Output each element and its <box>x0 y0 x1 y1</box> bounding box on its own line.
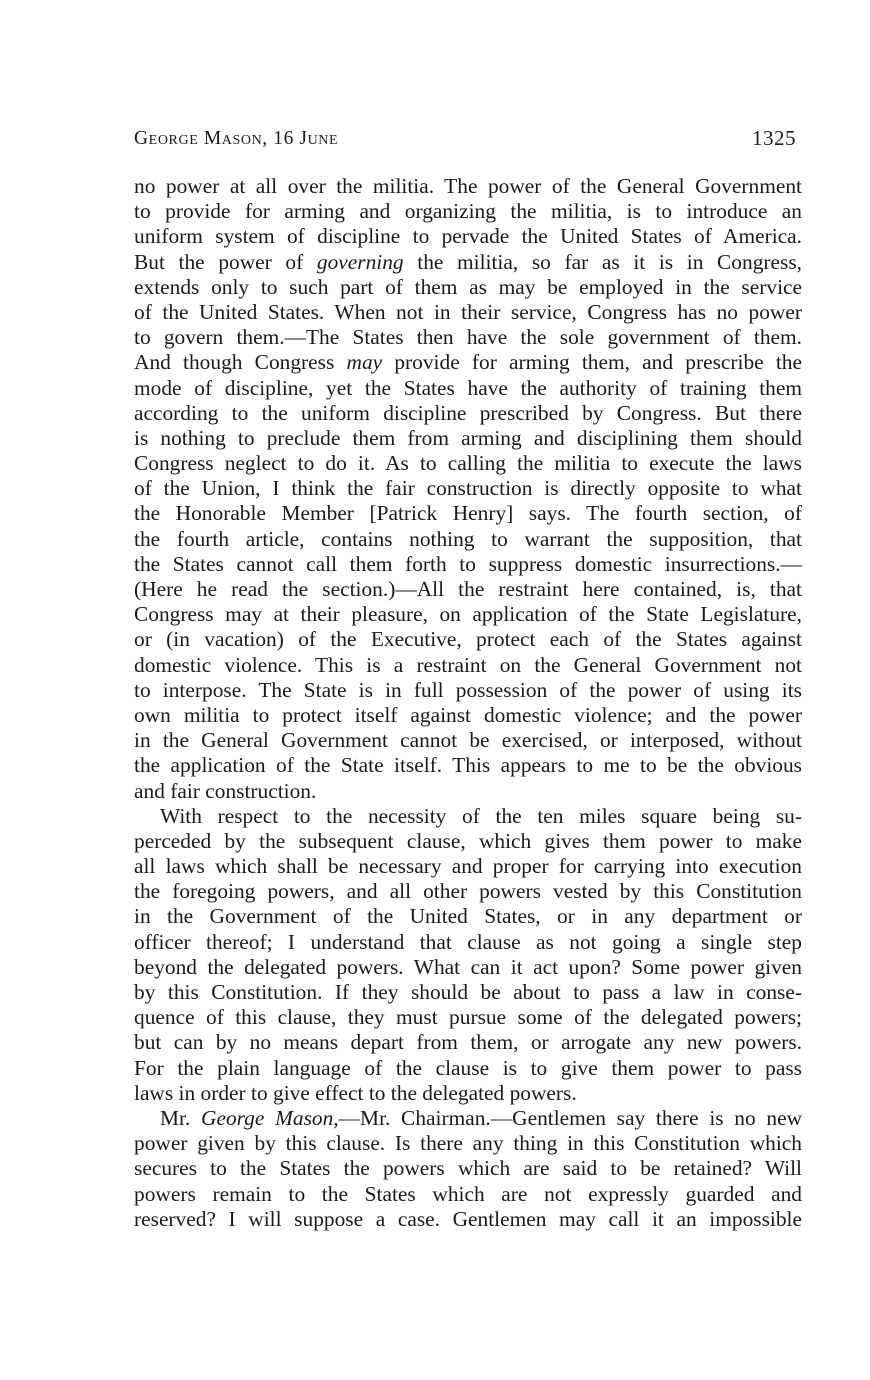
text-line: extends only to such part of them as may be employed in the service <box>134 274 802 299</box>
text-line: secures to the States the powers which are said to be retained? Will <box>134 1156 802 1181</box>
text-line: quence of this clause, they must pursue some of the delegated powers; <box>134 1005 802 1030</box>
running-title: George Mason, 16 June <box>134 128 339 149</box>
text-line: but can by no means depart from them, or arrogate any new powers. <box>134 1030 802 1055</box>
paragraph-ten-miles-square <box>134 804 802 1106</box>
text-line: reserved? I will suppose a case. Gentlemen may call it an impossible <box>134 1206 802 1231</box>
text-line: powers remain to the States which are not expressly guarded and <box>134 1181 802 1206</box>
text-line: domestic violence. This is a restraint on the General Government not <box>134 652 802 677</box>
text-line: Congress may at their pleasure, on application of the State Legislature, <box>134 602 802 627</box>
text-line: uniform system of discipline to pervade the United States of America. <box>134 224 802 249</box>
text-line <box>134 1106 802 1131</box>
text-line: With respect to the necessity of the ten miles square being su- <box>160 803 802 828</box>
italic-emphasis: may <box>346 350 383 375</box>
text-line: all laws which shall be necessary and proper for carrying into execution <box>134 854 802 879</box>
text-line: Congress neglect to do it. As to calling the militia to execute the laws <box>134 451 802 476</box>
text-line: perceded by the subsequent clause, which gives them power to make <box>134 828 802 853</box>
text-line: officer thereof; I understand that clause as not going a single step <box>134 929 802 954</box>
paragraph-militia <box>134 174 802 804</box>
text-line: and fair construction. <box>134 778 317 803</box>
text-run: the militia, so far as it is in Congress, <box>403 249 803 274</box>
body-text <box>134 174 802 1232</box>
text-line: (Here he read the section.)—All the restraint here contained, is, that <box>134 577 802 601</box>
text-line: beyond the delegated powers. What can it act upon? Some power given <box>134 954 802 979</box>
text-run: Mr. <box>160 1105 202 1130</box>
text-line <box>134 250 802 275</box>
text-line: the States cannot call them forth to suppress domestic insurrections.— <box>134 551 802 576</box>
text-line: own militia to protect itself against domestic violence; and the power <box>134 702 802 727</box>
page-number: 1325 <box>752 126 796 150</box>
text-line: the Honorable Member [Patrick Henry] says. The fourth section, of <box>134 501 802 526</box>
text-run: provide for arming them, and prescribe the <box>382 350 802 375</box>
text-run: And though Congress <box>134 350 347 375</box>
text-line: mode of discipline, yet the States have the authority of training them <box>134 375 802 400</box>
italic-emphasis: George Mason, <box>201 1105 339 1130</box>
text-line: in the General Government cannot be exercised, or interposed, without <box>134 728 802 753</box>
italic-emphasis: governing <box>316 249 404 274</box>
text-run: —Mr. Chairman.—Gentlemen say there is no new <box>338 1105 803 1130</box>
running-head <box>134 124 798 154</box>
text-line: is nothing to preclude them from arming and disciplining them should <box>134 425 802 450</box>
text-line: the foregoing powers, and all other powers vested by this Constitution <box>134 879 802 904</box>
text-line: in the Government of the United States, or in any department or <box>134 904 802 929</box>
text-line: no power at all over the militia. The power of the General Government <box>134 174 802 198</box>
text-line: power given by this clause. Is there any thing in this Constitution which <box>134 1131 802 1156</box>
text-line: the application of the State itself. This appears to me to be the obvious <box>134 753 802 778</box>
text-line: by this Constitution. If they should be about to pass a law in conse- <box>134 980 802 1004</box>
paragraph-mason-reply <box>134 1106 802 1232</box>
text-line: laws in order to give effect to the delegated powers. <box>134 1080 577 1105</box>
text-run: But the power of <box>134 249 317 274</box>
text-line: or (in vacation) of the Executive, protect each of the States against <box>134 627 802 652</box>
text-line: of the United States. When not in their service, Congress has no power <box>134 299 802 324</box>
text-line: to interpose. The State is in full possession of the power of using its <box>134 677 802 702</box>
text-line: of the Union, I think the fair construction is directly opposite to what <box>134 476 802 501</box>
text-line: according to the uniform discipline prescribed by Congress. But there <box>134 400 802 425</box>
text-line: For the plain language of the clause is to give them power to pass <box>134 1055 802 1080</box>
text-line <box>134 350 802 375</box>
text-line: to govern them.—The States then have the sole government of them. <box>134 325 802 350</box>
text-line: to provide for arming and organizing the militia, is to introduce an <box>134 199 802 224</box>
text-line: the fourth article, contains nothing to warrant the supposition, that <box>134 526 802 551</box>
